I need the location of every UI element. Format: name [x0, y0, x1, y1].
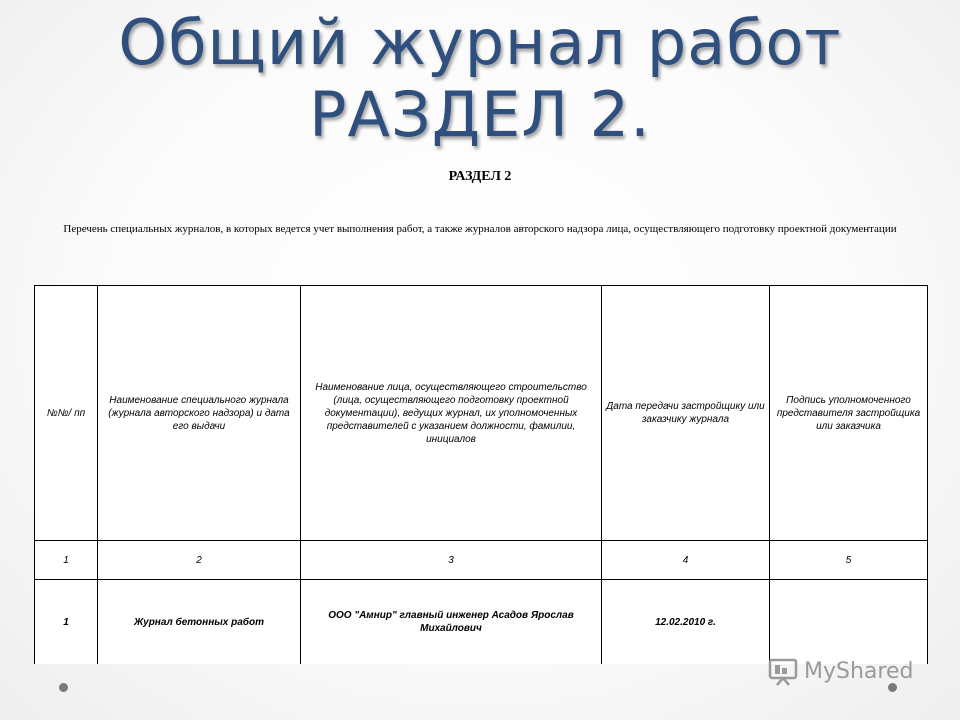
header-cell: Дата передачи застройщику или заказчику журнала	[602, 286, 770, 541]
header-cell: Подпись уполномоченного представителя застройщика или заказчика	[770, 286, 928, 541]
row-number: 1	[35, 580, 98, 665]
row-signature	[770, 580, 928, 665]
intro-text: Перечень специальных журналов, в которых ведется учет выполнения работ, а также журналов авторского надзора лица, осуществляющего подготовку проектной документации	[63, 223, 897, 235]
row-responsible-person: ООО "Амнир" главный инженер Асадов Ярослав Михайлович	[301, 580, 602, 665]
watermark-logo	[768, 656, 913, 686]
column-number: 2	[98, 541, 301, 580]
table-row	[35, 580, 928, 665]
page-title-line2: РАЗДЕЛ 2.	[309, 78, 651, 151]
slide-dot-left	[59, 683, 68, 692]
presentation-board-icon	[768, 656, 798, 686]
journal-table	[34, 285, 928, 664]
row-journal-name: Журнал бетонных работ	[98, 580, 301, 665]
column-number: 3	[301, 541, 602, 580]
column-number: 4	[602, 541, 770, 580]
section-label: РАЗДЕЛ 2	[448, 169, 512, 184]
column-number: 1	[35, 541, 98, 580]
column-number: 5	[770, 541, 928, 580]
page-title-line1: Общий журнал работ	[118, 6, 842, 79]
column-number-row	[35, 541, 928, 580]
header-cell: Наименование лица, осуществляющего строительство (лица, осуществляющего подготовку проектной документации), ведущих журнал, их уполномоченных представителей с указанием должности, фамилии, инициалов	[301, 286, 602, 541]
table-header-row	[35, 286, 928, 541]
row-transfer-date: 12.02.2010 г.	[602, 580, 770, 665]
header-cell: Наименование специального журнала (журнала авторского надзора) и дата его выдачи	[98, 286, 301, 541]
header-cell: №№/ пп	[35, 286, 98, 541]
watermark-text: MyShared	[804, 658, 914, 684]
